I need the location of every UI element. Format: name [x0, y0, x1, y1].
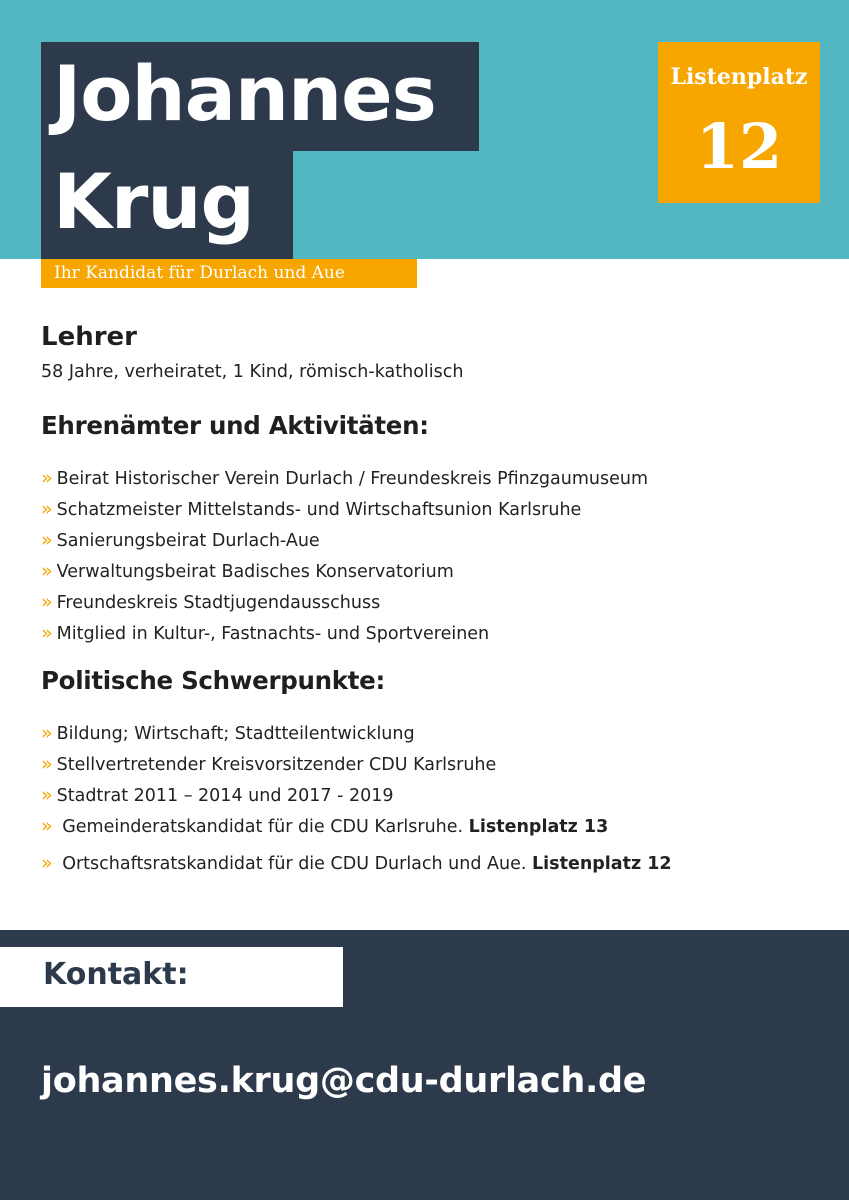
list-position-number: 12 [695, 110, 783, 183]
list-item: » Verwaltungsbeirat Badisches Konservatorium [41, 560, 454, 582]
chevron-double-right-icon: » [41, 560, 53, 582]
list-item: » Freundeskreis Stadtjugendausschuss [41, 591, 381, 613]
chevron-double-right-icon: » [41, 622, 53, 644]
candidate-last-name: Krug [53, 157, 254, 246]
list-item: » Stellvertretender Kreisvorsitzender CDU Karlsruhe [41, 753, 497, 775]
chevron-double-right-icon: » [41, 591, 53, 613]
list-item: » Ortschaftsratskandidat für die CDU Durlach und Aue. Listenplatz 12 [41, 852, 672, 874]
chevron-double-right-icon: » [41, 467, 53, 489]
chevron-double-right-icon: » [41, 784, 53, 806]
chevron-double-right-icon: » [41, 753, 53, 775]
list-position-badge [658, 42, 820, 203]
contact-heading: Kontakt: [43, 957, 189, 992]
chevron-double-right-icon: » [41, 815, 53, 837]
list-item: » Bildung; Wirtschaft; Stadtteilentwicklung [41, 722, 415, 744]
candidate-first-name: Johannes [53, 49, 436, 138]
profession-heading: Lehrer [41, 322, 137, 352]
politics-heading: Politische Schwerpunkte: [41, 666, 385, 695]
list-item: » Beirat Historischer Verein Durlach / Freundeskreis Pfinzgaumuseum [41, 467, 649, 489]
list-item: » Gemeinderatskandidat für die CDU Karlsruhe. Listenplatz 13 [41, 815, 609, 837]
list-position-label: Listenplatz [670, 64, 808, 90]
list-item: » Mitglied in Kultur-, Fastnachts- und Sportvereinen [41, 622, 490, 644]
list-item: » Sanierungsbeirat Durlach-Aue [41, 529, 320, 551]
list-position-highlight: Listenplatz 12 [532, 854, 672, 874]
chevron-double-right-icon: » [41, 722, 53, 744]
chevron-double-right-icon: » [41, 529, 53, 551]
personal-info: 58 Jahre, verheiratet, 1 Kind, römisch-katholisch [41, 362, 464, 382]
list-item: » Schatzmeister Mittelstands- und Wirtschaftsunion Karlsruhe [41, 498, 582, 520]
list-position-highlight: Listenplatz 13 [468, 817, 609, 837]
chevron-double-right-icon: » [41, 498, 53, 520]
chevron-double-right-icon: » [41, 852, 53, 874]
contact-email[interactable]: johannes.krug@cdu-durlach.de [41, 1061, 647, 1101]
honorary-heading: Ehrenämter und Aktivitäten: [41, 411, 429, 440]
list-item: » Stadtrat 2011 – 2014 und 2017 - 2019 [41, 784, 394, 806]
tagline: Ihr Kandidat für Durlach und Aue [41, 259, 417, 288]
politics-list [41, 720, 672, 887]
honorary-list [41, 465, 648, 651]
